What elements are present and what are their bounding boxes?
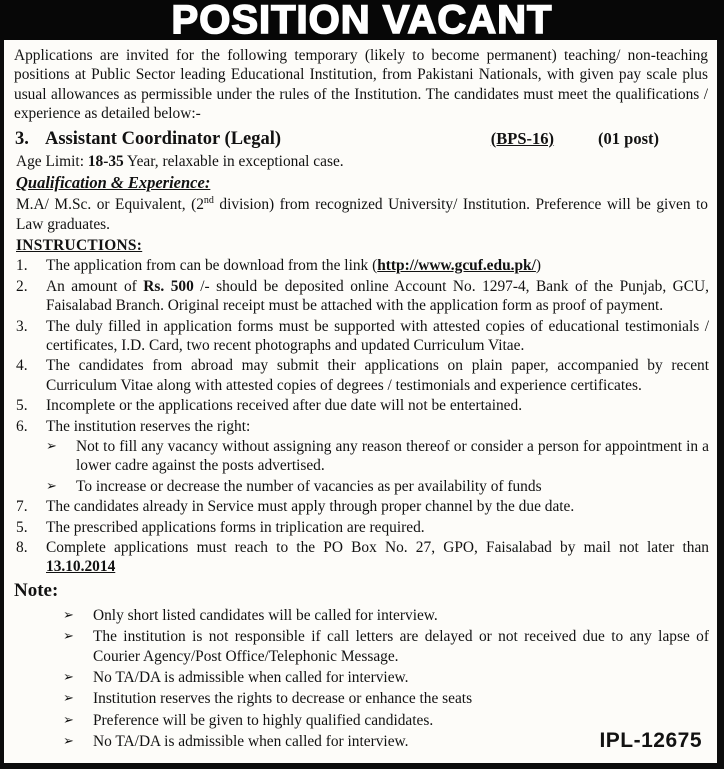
note-text: Only short listed candidates will be called for interview.: [93, 606, 438, 624]
item-number: 2.: [16, 277, 28, 295]
note-text: Institution reserves the rights to decrease or enhance the seats: [93, 690, 473, 708]
item-text: The institution reserves the right:: [46, 417, 251, 435]
position-number: 3.: [15, 128, 29, 149]
item-text-start: Complete applications must reach to the PO Box No. 27, GPO, Faisalabad by mail not later than: [46, 539, 709, 557]
instruction-sub-bullet-1: [46, 437, 709, 476]
item-text-start: The application from can be download from the link (: [46, 257, 378, 275]
intro-paragraph: Applications are invited for the following temporary (likely to become permanent) teaching/ non-teaching positions at Public Sector leading Educational Institution, from Pakistani Nationals, with given pay scale plus usual allowances as permissible under the rules of the Institution. The candidates must meet the qualifications / experience as detailed below:-: [14, 47, 708, 123]
age-limit-label: Age Limit:: [16, 152, 88, 170]
instruction-item-8: [13, 538, 709, 577]
item-number: 7.: [16, 498, 28, 516]
instruction-item-3: [13, 317, 709, 356]
qualification-text-end: division) from recognized University/ Institution. Preference will be given to Law graduates.: [16, 196, 709, 233]
item-text: [46, 256, 709, 275]
position-title: Assistant Coordinator (Legal): [45, 128, 282, 149]
ordinal-superscript: nd: [203, 194, 214, 206]
arrow-bullet-icon: ➢: [46, 477, 57, 493]
note-text: No TA/DA is admissible when called for interview.: [93, 668, 409, 686]
item-number: 6.: [16, 417, 28, 435]
ad-body: [0, 40, 724, 769]
sub-bullet-text: To increase or decrease the number of vacancies as per availability of funds: [76, 477, 542, 495]
age-limit-line: [16, 152, 709, 171]
position-row: [13, 128, 709, 151]
item-number: 5.: [16, 397, 28, 415]
item-text: The duly filled in application forms must be supported with attested copies of educational testimonials / certificates, I.D. Card, two recent photographs and updated Curriculum Vitae.: [46, 317, 709, 354]
instructions-heading: INSTRUCTIONS:: [16, 236, 143, 254]
position-pay-scale: (BPS-16): [490, 128, 555, 148]
application-link-text: http://www.gcuf.edu.pk/: [377, 257, 536, 275]
arrow-bullet-icon: ➢: [63, 711, 74, 727]
note-text: The institution is not responsible if call letters are delayed or not received due to any lapse of Courier Agency/Post Office/Telephonic Message.: [93, 628, 709, 665]
instruction-sub-bullet-2: [46, 477, 709, 496]
qualification-text-start: M.A/ M.Sc. or Equivalent, (2: [16, 196, 204, 214]
item-number: 5.: [16, 518, 28, 536]
sub-bullet-text: Not to fill any vacancy without assigning any reason thereof or consider a person for appointment in a lower cadre against the posts advertised.: [76, 437, 709, 475]
item-text: The candidates already in Service must apply through proper channel by the due date.: [46, 498, 575, 516]
instruction-item-1: [13, 256, 709, 275]
item-text-end: /- should be deposited online Account No. 1297-4, Bank of the Punjab, GCU, Faisalabad Branch. Original receipt must be attached with the application form as proof of payment.: [46, 277, 709, 315]
instruction-item-7: [13, 497, 709, 516]
item-number: 3.: [16, 317, 28, 335]
item-text-start: An amount of: [46, 277, 144, 295]
item-text: The prescribed applications forms in triplication are required.: [46, 518, 425, 536]
note-text: Preference will be given to highly qualified candidates.: [93, 711, 434, 729]
instruction-item-6: [13, 417, 709, 436]
deadline-date: 13.10.2014: [46, 558, 116, 576]
note-heading: Note:: [14, 579, 59, 601]
item-text: The candidates from abroad may submit their applications on plain paper, accompanied by recent Curriculum Vitae along with attested copies of degrees / testimonials and experience certificates.: [46, 357, 709, 394]
age-limit-range: 18-35: [87, 152, 124, 170]
arrow-bullet-icon: ➢: [63, 690, 74, 706]
instruction-item-2: [13, 277, 709, 316]
note-text: No TA/DA is admissible when called for interview.: [93, 733, 409, 751]
note-bullet-3: [63, 668, 709, 687]
arrow-bullet-icon: ➢: [63, 733, 74, 749]
arrow-bullet-icon: ➢: [46, 437, 57, 453]
age-limit-rest: Year, relaxable in exceptional case.: [123, 152, 344, 170]
note-bullet-1: [63, 606, 709, 625]
fee-amount: Rs. 500: [143, 277, 194, 295]
note-bullet-2: [63, 627, 709, 666]
item-number: 8.: [16, 539, 28, 557]
qualification-text: [16, 195, 708, 234]
instruction-item-5-duplicate: [13, 518, 709, 537]
item-text: Incomplete or the applications received after due date will not be entertained.: [46, 397, 523, 415]
item-text: [46, 277, 709, 316]
item-text: [46, 538, 709, 577]
position-post-count: (01 post): [598, 128, 659, 148]
instruction-item-4: [13, 356, 709, 395]
arrow-bullet-icon: ➢: [63, 606, 74, 622]
item-number: 1.: [16, 257, 28, 275]
advertisement-code: IPL-12675: [593, 728, 702, 754]
instruction-item-5: [13, 396, 709, 415]
arrow-bullet-icon: ➢: [63, 628, 74, 644]
note-bullet-4: [63, 689, 709, 708]
ad-title-bar: [0, 0, 724, 40]
ad-title: POSITION VACANT: [171, 0, 553, 42]
item-text-end: ): [535, 257, 542, 275]
arrow-bullet-icon: ➢: [63, 668, 74, 684]
qualification-heading: Qualification & Experience:: [16, 173, 211, 193]
item-number: 4.: [16, 357, 28, 375]
